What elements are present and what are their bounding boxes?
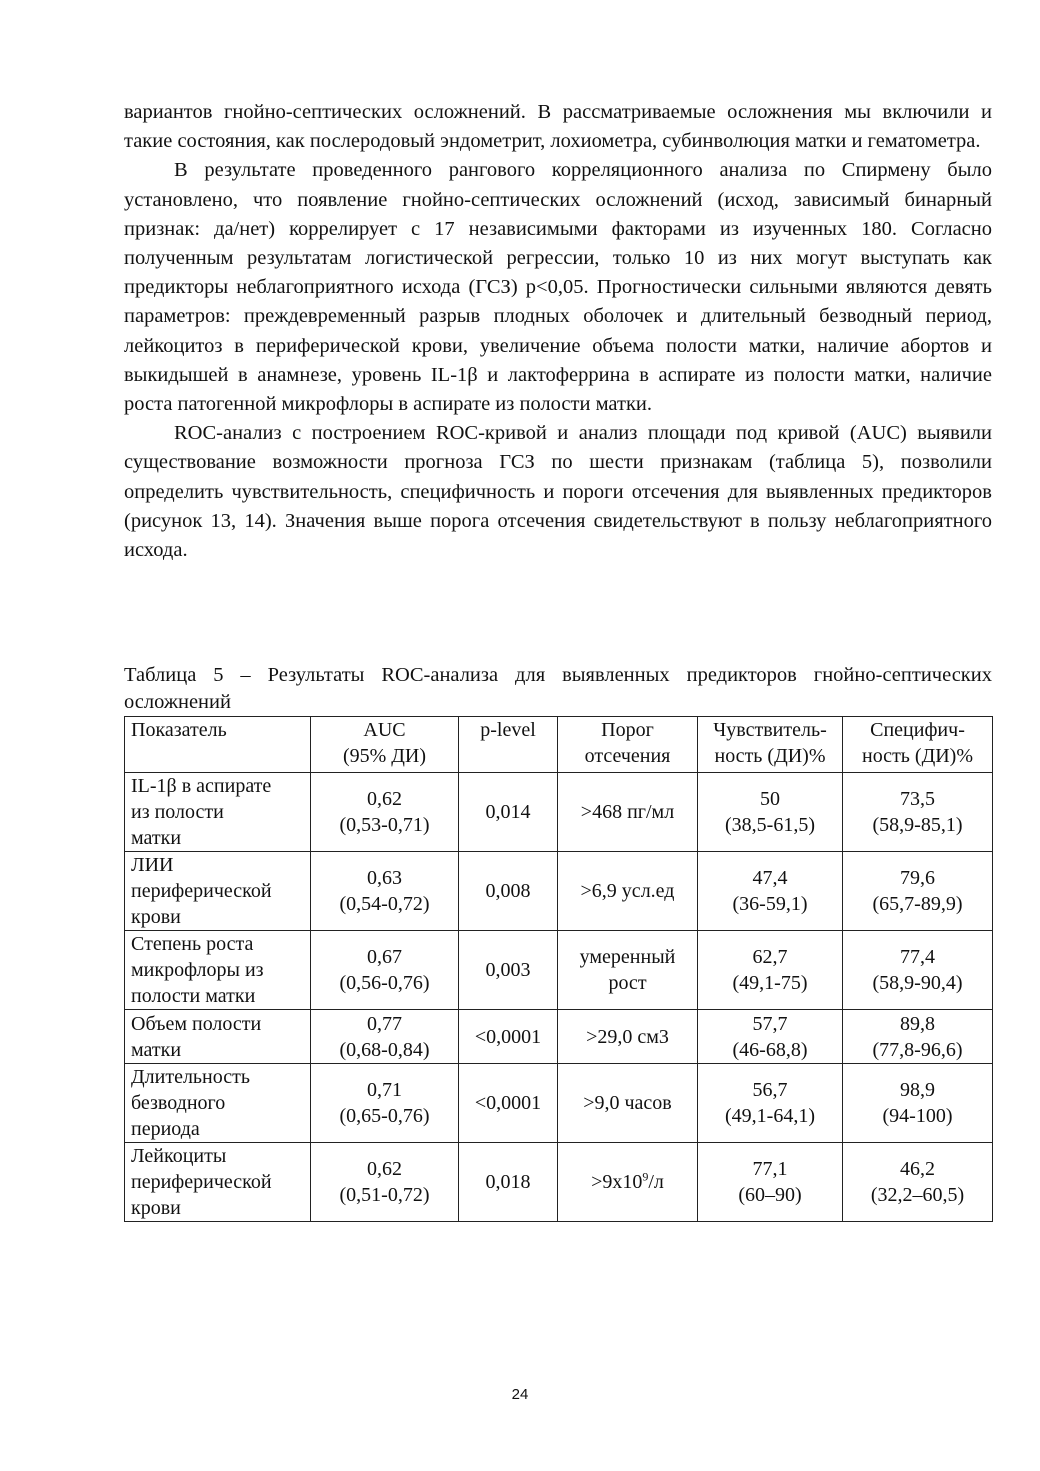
table-row <box>125 852 993 931</box>
row-auc: 0,71 (0,65-0,76) <box>311 1064 459 1143</box>
roc-results-table <box>124 716 993 1222</box>
row-indicator: Лейкоциты периферической крови <box>125 1143 311 1222</box>
row-p-level: 0,018 <box>459 1143 558 1222</box>
row-specificity: 89,8 (77,8-96,6) <box>843 1010 993 1064</box>
body-text <box>124 98 992 565</box>
table-row <box>125 773 993 852</box>
row-indicator: IL-1β в аспирате из полости матки <box>125 773 311 852</box>
row-specificity: 79,6 (65,7-89,9) <box>843 852 993 931</box>
row-p-level: 0,014 <box>459 773 558 852</box>
row-indicator: Длительность безводного периода <box>125 1064 311 1143</box>
row-specificity: 46,2 (32,2–60,5) <box>843 1143 993 1222</box>
header-indicator: Показатель <box>125 717 311 773</box>
paragraph-2: В результате проведенного рангового корреляционного анализа по Спирмену было установлено, что появление гнойно-септических осложнений (исход, зависимый бинарный признак: да/нет) коррелирует с 17 независимыми факторами из изученных 180. Согласно полученным результатам логистической регрессии, только 10 из них могут выступать как предикторы неблагоприятного исхода (ГСЗ) p<0,05. Прогностически сильными являются девять параметров: преждевременный разрыв плодных оболочек и длительный безводный период, лейкоцитоз в периферической крови, увеличение объема полости матки, наличие абортов и выкидышей в анамнезе, уровень IL-1β и лактоферрина в аспирате из полости матки, наличие роста патогенной микрофлоры в аспирате из полости матки. <box>124 159 992 416</box>
header-p-level: p-level <box>459 717 558 773</box>
table-row <box>125 1064 993 1143</box>
row-sensitivity: 62,7 (49,1-75) <box>698 931 843 1010</box>
row-p-level: 0,003 <box>459 931 558 1010</box>
row-auc: 0,62 (0,53-0,71) <box>311 773 459 852</box>
row-threshold: >468 пг/мл <box>558 773 698 852</box>
row-sensitivity: 57,7 (46-68,8) <box>698 1010 843 1064</box>
row-specificity: 73,5 (58,9-85,1) <box>843 773 993 852</box>
header-sensitivity: Чувствитель- ность (ДИ)% <box>698 717 843 773</box>
row-threshold: >9,0 часов <box>558 1064 698 1143</box>
page-number: 24 <box>511 1386 529 1403</box>
header-threshold: Порог отсечения <box>558 717 698 773</box>
row-indicator: ЛИИ периферической крови <box>125 852 311 931</box>
row-sensitivity: 56,7 (49,1-64,1) <box>698 1064 843 1143</box>
row-sensitivity: 47,4 (36-59,1) <box>698 852 843 931</box>
table-header-row <box>125 717 993 773</box>
row-p-level: <0,0001 <box>459 1064 558 1143</box>
row-p-level: 0,008 <box>459 852 558 931</box>
header-auc: AUC (95% ДИ) <box>311 717 459 773</box>
table-row <box>125 1143 993 1222</box>
row-specificity: 77,4 (58,9-90,4) <box>843 931 993 1010</box>
paragraph-3: ROC-анализ с построением ROC-кривой и анализ площади под кривой (AUC) выявили существование возможности прогноза ГСЗ по шести признакам (таблица 5), позволили определить чувствительность, специфичность и пороги отсечения для выявленных предикторов (рисунок 13, 14). Значения выше порога отсечения свидетельствуют в пользу неблагоприятного исхода. <box>124 422 992 562</box>
table-row <box>125 1010 993 1064</box>
row-p-level: <0,0001 <box>459 1010 558 1064</box>
row-indicator: Объем полости матки <box>125 1010 311 1064</box>
row-threshold: $>9х10^9/л$ <box>558 1143 698 1222</box>
row-indicator: Степень роста микрофлоры из полости матки <box>125 931 311 1010</box>
paragraph-1: вариантов гнойно-септических осложнений. В рассматриваемые осложнения мы включили и такие состояния, как послеродовый эндометрит, лохиометра, субинволюция матки и гематометра. <box>124 101 992 153</box>
table-row <box>125 931 993 1010</box>
row-sensitivity: 77,1 (60–90) <box>698 1143 843 1222</box>
row-threshold: >29,0 см3 <box>558 1010 698 1064</box>
header-specificity: Специфич- ность (ДИ)% <box>843 717 993 773</box>
row-auc: 0,62 (0,51-0,72) <box>311 1143 459 1222</box>
table-caption: Таблица 5 – Результаты ROC-анализа для выявленных предикторов гнойно-септических осложнений <box>124 664 992 713</box>
row-sensitivity: 50 (38,5-61,5) <box>698 773 843 852</box>
row-specificity: 98,9 (94-100) <box>843 1064 993 1143</box>
row-threshold: умеренный рост <box>558 931 698 1010</box>
row-threshold: >6,9 усл.ед <box>558 852 698 931</box>
row-auc: 0,67 (0,56-0,76) <box>311 931 459 1010</box>
row-auc: 0,63 (0,54-0,72) <box>311 852 459 931</box>
row-auc: 0,77 (0,68-0,84) <box>311 1010 459 1064</box>
